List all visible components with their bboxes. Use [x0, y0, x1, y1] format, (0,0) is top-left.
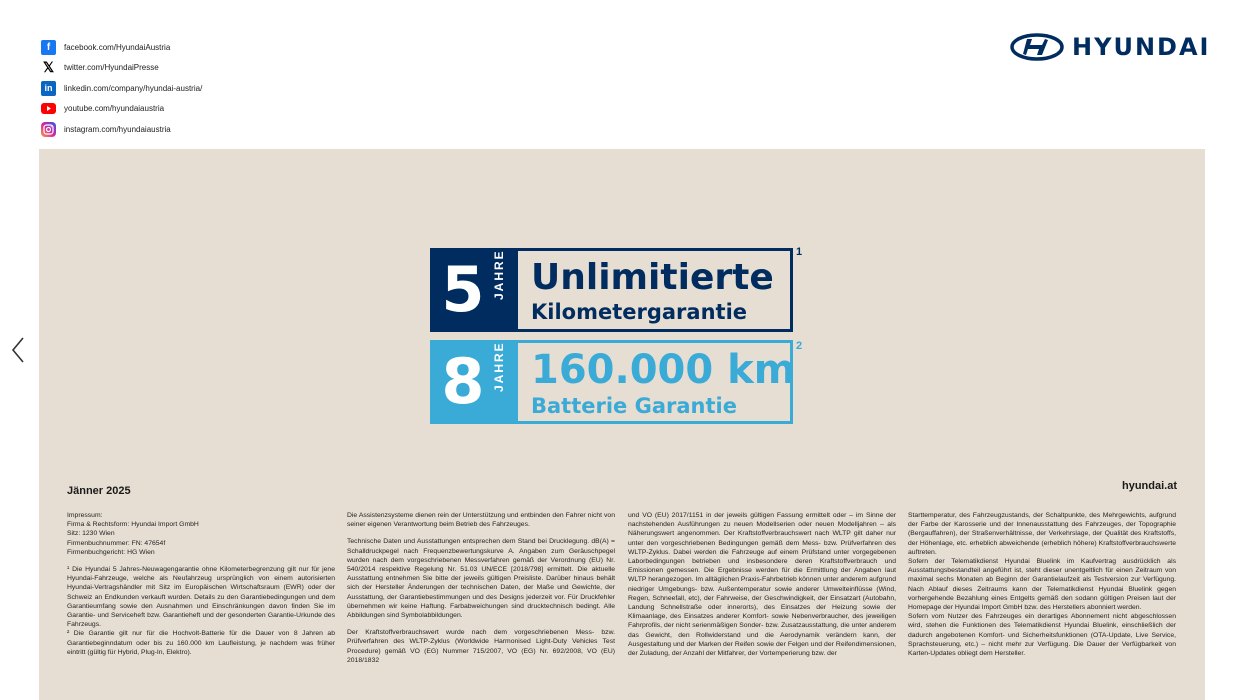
social-link-text[interactable]: instagram.com/hyundaiaustria	[64, 124, 171, 134]
social-link-text[interactable]: youtube.com/hyundaiaustria	[64, 104, 165, 113]
text-column-4	[908, 511, 1176, 658]
badge-number-block	[433, 251, 518, 329]
badge-jahre: JAHRE	[492, 249, 506, 300]
footnote-marker-2: 2	[796, 340, 803, 352]
warranty-badge-5-years	[430, 248, 793, 332]
social-link-youtube[interactable]	[41, 101, 202, 117]
badge-number: 5	[441, 253, 485, 326]
paragraph: Sofern der Telematikdienst Hyundai Bluelink im Kaufvertrag ausdrücklich als Ausstattungsbestandteil angeführt ist, steht dieser unentgeltlich für einen Zeitraum von maximal sechs Monaten ab Beginn der Garantielaufzeit als Testversion zur Verfügung. Nach Ablauf dieses Zeitraums kann der Telematikdienst Hyundai Bluelink gegen vorhergehende Bezahlung eines Entgelts gemäß den sodann gültigen Preisen laut der Homepage der Hyundai Import GmbH bzw. des Herstellers abonniert werden.	[908, 558, 1176, 612]
facebook-icon: f	[41, 40, 56, 55]
text-column-2	[347, 511, 615, 665]
warranty-badge-8-years	[430, 340, 796, 424]
footnote-marker-1: 1	[796, 246, 803, 258]
text-column-3	[628, 511, 896, 658]
hyundai-logo[interactable]	[1010, 33, 1210, 61]
social-link-text[interactable]: facebook.com/HyundaiAustria	[64, 42, 171, 52]
hyundai-emblem-icon	[1010, 33, 1064, 61]
paragraph: Die Assistenzsysteme dienen rein der Unterstützung und entbinden den Fahrer nicht von seiner eigenen Verantwortung beim Betrieb des Fahrzeuges.	[347, 512, 615, 529]
paragraph: Sofern vom Nutzer des Fahrzeuges ein derartiges Abonnement nicht abgeschlossen wird, stehen die Funktionen des Telematikdienst Hyundai Bluelink, einschließlich der dadurch angebotenen Komfort- und Sicherheitsfunktionen (OTA-Update, Live Service, Sprachsteuerung, etc.) – nicht mehr zur Verfügung. Die Dauer der Verfügbarkeit von Karten-Updates obliegt dem Hersteller.	[908, 613, 1176, 658]
impressum-line: Impressum:	[67, 512, 103, 519]
previous-arrow[interactable]	[10, 336, 26, 369]
text-column-1	[67, 511, 335, 657]
social-links	[41, 39, 202, 142]
publication-date: Jänner 2025	[67, 485, 131, 497]
social-link-text[interactable]: linkedin.com/company/hyundai-austria/	[64, 83, 203, 93]
content-panel	[39, 149, 1205, 700]
social-link-facebook[interactable]	[41, 39, 202, 55]
badge-subtitle: Kilometergarantie	[531, 300, 748, 324]
x-twitter-icon: 𝕏	[42, 59, 55, 75]
paragraph: Der Kraftstoffverbrauchswert wurde nach dem vorgeschriebenen Mess- bzw. Prüfverfahren des WLTP-Zyklus (Worldwide Harmonised Light-Duty Vehicles Test Procedure) gemäß VO (EG) Nummer 715/2007, VO (EG) Nr. 692/2008, VO (EU) 2018/1832	[347, 629, 615, 664]
footnote-1: ¹ Die Hyundai 5 Jahres-Neuwagengarantie ohne Kilometerbegrenzung gilt nur für jene Hyundai-Fahrzeuge, welche als Neufahrzeug ursprünglich von einem autorisierten Hyundai-Vertragshändler mit Sitz im Europäischen Wirtschaftsraum (EWR) oder der Schweiz an Endkunden verkauft wurden. Details zu den Garantiebedingungen und dem Garantieumfang sowie den Ausnahmen und Einschränkungen davon finden Sie im Garantie- und Serviceheft bzw. Garantieheft und der gesonderten Garantie-Urkunde des Fahrzeugs.	[67, 566, 335, 629]
impressum-line: Firma & Rechtsform: Hyundai Import GmbH	[67, 521, 199, 529]
youtube-icon	[41, 101, 56, 116]
brand-name: HYUNDAI	[1072, 33, 1211, 61]
paragraph: Starttemperatur, des Fahrzeugzustands, der Schaltpunkte, des Mehrgewichts, aufgrund der Farbe der Karosserie und der Innenausstattung des Fahrzeuges, der Topographie (Bergauffahren), der Straßenverhältnisse, der Verkehrslage, der Qualität des Kraftstoffs, der Höhenlage, etc. erheblich abweichende (erheblich höhere) Kraftstoffverbrauchswerte auftreten.	[908, 512, 1176, 556]
badge-number: 8	[441, 345, 485, 418]
social-link-instagram[interactable]	[41, 121, 202, 137]
badge-subtitle: Batterie Garantie	[531, 394, 737, 418]
badge-number-block	[433, 343, 518, 421]
social-link-linkedin[interactable]	[41, 80, 202, 96]
paragraph: Technische Daten und Ausstattungen entsprechen dem Stand bei Drucklegung. dB(A) = Schalldruckpegel nach Frequenzbewertungskurve A. Angaben zum Geräuschpegel wurden nach dem vorgeschriebenen Messverfahren gemäß der Verordnung (EU) Nr. 540/2014 respektive Regelung Nr. 51.03 UN/ECE [2018/798] ermittelt. Die aktuelle Ausstattung entnehmen Sie bitte der jeweils gültigen Preisliste. Darüber hinaus behält sich der Hersteller Änderungen der technischen Daten, der Maße und Gewichte, der Ausstattung, der Garantiebestimmungen und des Designs jederzeit vor. Für Druckfehler übernehmen wir keine Haftung. Farbabweichungen sind drucktechnisch bedingt. Alle Abbildungen sind Symbolabbildungen.	[347, 538, 615, 620]
social-link-twitter[interactable]	[41, 60, 202, 76]
impressum-line: Sitz: 1230 Wien	[67, 530, 115, 538]
instagram-icon	[41, 122, 56, 137]
paragraph: und VO (EU) 2017/1151 in der jeweils gültigen Fassung ermittelt oder – im Sinne der nachstehenden Ausführungen zu neuen Modellserien oder neuen Modelljahren – als Näherungswert angenommen. Der Kraftstoffverbrauchswert nach WLTP gilt daher nur unter den vorgeschriebenen Bedingungen gemäß dem Mess- bzw. Prüfverfahren des WLTP-Zyklus. Dabei werden die Fahrzeuge auf einem Prüfstand unter vorgegebenen Laborbedingungen betrieben und insbesondere deren Kraftstoffverbrauch und Emissionen gemessen. Die Ergebnisse werden für die Ermittlung der Angaben laut WLTP herangezogen. Im alltäglichen Praxis-Fahrbetrieb können unter anderem aufgrund niedriger Umgebungs- bzw. Außentemperatur sowie anderer Umwelteinflüsse (Wind, Regen, Schneefall, etc), der Fahrweise, der Geschwindigkeit, der Einsatzart (Autobahn, Landung Schnellstraße oder innerorts), des Einsatzes der Heizung sowie der Klimaanlage, des Einsatzes anderer Komfort- sowie Nebenverbraucher, des jeweiligen Fahrprofils, der nicht serienmäßigen Sonder- bzw. Zusatzausstattung, die unter anderem das Gewicht, den Rollwiderstand und die Aerodynamik verändern kann, der Ausgestaltung und der Marken der Reifen sowie der Felgen und der Reifendimensionen, der Zuladung, der Anzahl der Mitfahrer, der Vortemperierung bzw. der	[628, 512, 896, 658]
social-link-text[interactable]: twitter.com/HyundaiPresse	[64, 63, 159, 72]
chevron-left-icon	[10, 336, 26, 364]
badge-title: Unlimitierte	[531, 257, 774, 298]
badge-title: 160.000 km	[531, 347, 796, 393]
impressum-line: Firmenbuchgericht: HG Wien	[67, 548, 155, 556]
impressum-line: Firmenbuchnummer: FN: 47654f	[67, 539, 166, 547]
footnote-2: ² Die Garantie gilt nur für die Hochvolt-Batterie für die Dauer von 8 Jahren ab Garantiebeginndatum oder bis zu 160.000 km Laufleistung, je nachdem was früher eintritt (gültig für Hybrid, Plug-In, Elektro).	[67, 630, 335, 656]
badge-jahre: JAHRE	[492, 341, 506, 392]
linkedin-icon: in	[41, 81, 56, 96]
website-link[interactable]: hyundai.at	[1121, 480, 1177, 492]
